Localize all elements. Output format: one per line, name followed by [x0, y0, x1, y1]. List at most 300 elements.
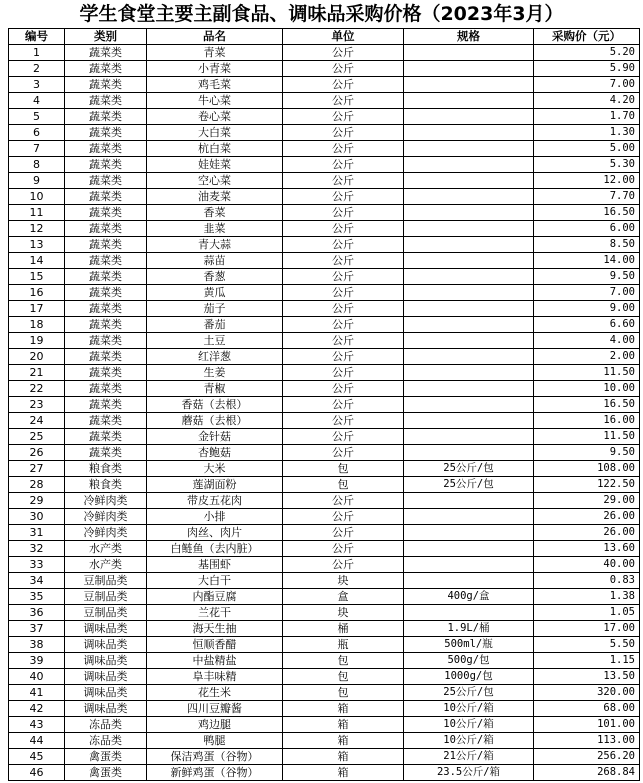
cell-price: 1.30	[534, 125, 640, 141]
cell-no: 34	[9, 573, 65, 589]
cell-no: 17	[9, 301, 65, 317]
cell-name: 卷心菜	[147, 109, 283, 125]
cell-price: 29.00	[534, 493, 640, 509]
cell-unit: 公斤	[283, 525, 404, 541]
cell-price: 108.00	[534, 461, 640, 477]
cell-spec: 10公斤/箱	[404, 717, 534, 733]
table-row	[9, 509, 640, 525]
cell-price: 26.00	[534, 509, 640, 525]
cell-name: 黄瓜	[147, 285, 283, 301]
table-row	[9, 45, 640, 61]
cell-spec	[404, 605, 534, 621]
cell-unit: 公斤	[283, 205, 404, 221]
cell-category: 调味品类	[65, 685, 147, 701]
cell-price: 8.50	[534, 237, 640, 253]
cell-name: 空心菜	[147, 173, 283, 189]
table-row	[9, 541, 640, 557]
cell-category: 禽蛋类	[65, 765, 147, 781]
cell-name: 大米	[147, 461, 283, 477]
cell-name: 肉丝、肉片	[147, 525, 283, 541]
table-row	[9, 125, 640, 141]
cell-unit: 公斤	[283, 221, 404, 237]
cell-spec: 10公斤/箱	[404, 701, 534, 717]
cell-no: 28	[9, 477, 65, 493]
cell-no: 15	[9, 269, 65, 285]
cell-name: 牛心菜	[147, 93, 283, 109]
sheet-title: 学生食堂主要主副食品、调味品采购价格（2023年3月）	[79, 3, 564, 25]
cell-spec: 21公斤/箱	[404, 749, 534, 765]
table-row	[9, 701, 640, 717]
header-category: 类别	[65, 29, 147, 45]
cell-price: 10.00	[534, 381, 640, 397]
cell-name: 大白菜	[147, 125, 283, 141]
cell-spec	[404, 333, 534, 349]
cell-name: 四川豆瓣酱	[147, 701, 283, 717]
table-row	[9, 589, 640, 605]
cell-unit: 公斤	[283, 157, 404, 173]
cell-name: 带皮五花肉	[147, 493, 283, 509]
cell-spec	[404, 221, 534, 237]
cell-category: 蔬菜类	[65, 93, 147, 109]
cell-spec	[404, 109, 534, 125]
cell-category: 蔬菜类	[65, 413, 147, 429]
cell-spec	[404, 237, 534, 253]
cell-unit: 公斤	[283, 381, 404, 397]
cell-category: 蔬菜类	[65, 141, 147, 157]
cell-unit: 公斤	[283, 365, 404, 381]
cell-price: 5.00	[534, 141, 640, 157]
cell-no: 22	[9, 381, 65, 397]
cell-spec	[404, 381, 534, 397]
cell-price: 6.60	[534, 317, 640, 333]
cell-no: 40	[9, 669, 65, 685]
cell-price: 1.05	[534, 605, 640, 621]
cell-name: 兰花干	[147, 605, 283, 621]
cell-spec	[404, 77, 534, 93]
table-row	[9, 237, 640, 253]
cell-unit: 公斤	[283, 269, 404, 285]
cell-category: 蔬菜类	[65, 77, 147, 93]
cell-no: 8	[9, 157, 65, 173]
cell-category: 蔬菜类	[65, 221, 147, 237]
cell-name: 番茄	[147, 317, 283, 333]
table-row	[9, 653, 640, 669]
cell-category: 冻品类	[65, 717, 147, 733]
table-row	[9, 557, 640, 573]
cell-spec	[404, 349, 534, 365]
table-row	[9, 397, 640, 413]
cell-no: 12	[9, 221, 65, 237]
cell-no: 6	[9, 125, 65, 141]
cell-no: 30	[9, 509, 65, 525]
cell-no: 19	[9, 333, 65, 349]
cell-no: 32	[9, 541, 65, 557]
table-row	[9, 413, 640, 429]
cell-unit: 公斤	[283, 397, 404, 413]
cell-price: 7.70	[534, 189, 640, 205]
cell-spec: 500ml/瓶	[404, 637, 534, 653]
cell-unit: 公斤	[283, 333, 404, 349]
table-row	[9, 445, 640, 461]
cell-category: 蔬菜类	[65, 205, 147, 221]
cell-spec	[404, 253, 534, 269]
cell-category: 冷鲜肉类	[65, 509, 147, 525]
cell-name: 鸭腿	[147, 733, 283, 749]
cell-price: 16.00	[534, 413, 640, 429]
cell-price: 1.15	[534, 653, 640, 669]
cell-name: 生姜	[147, 365, 283, 381]
cell-category: 蔬菜类	[65, 445, 147, 461]
cell-no: 16	[9, 285, 65, 301]
cell-unit: 公斤	[283, 541, 404, 557]
cell-no: 37	[9, 621, 65, 637]
cell-no: 11	[9, 205, 65, 221]
cell-name: 基围虾	[147, 557, 283, 573]
cell-category: 蔬菜类	[65, 45, 147, 61]
cell-price: 256.20	[534, 749, 640, 765]
cell-price: 5.30	[534, 157, 640, 173]
cell-no: 43	[9, 717, 65, 733]
cell-no: 45	[9, 749, 65, 765]
cell-category: 蔬菜类	[65, 349, 147, 365]
cell-name: 红洋葱	[147, 349, 283, 365]
cell-no: 44	[9, 733, 65, 749]
cell-name: 青菜	[147, 45, 283, 61]
cell-price: 7.00	[534, 285, 640, 301]
cell-spec	[404, 285, 534, 301]
cell-spec: 25公斤/包	[404, 685, 534, 701]
cell-price: 6.00	[534, 221, 640, 237]
cell-spec	[404, 61, 534, 77]
cell-name: 娃娃菜	[147, 157, 283, 173]
cell-price: 68.00	[534, 701, 640, 717]
cell-price: 4.20	[534, 93, 640, 109]
cell-unit: 箱	[283, 765, 404, 781]
table-row	[9, 205, 640, 221]
cell-spec: 400g/盒	[404, 589, 534, 605]
cell-name: 白鲢鱼（去内脏）	[147, 541, 283, 557]
cell-category: 冻品类	[65, 733, 147, 749]
cell-name: 韭菜	[147, 221, 283, 237]
table-row	[9, 333, 640, 349]
cell-price: 7.00	[534, 77, 640, 93]
cell-unit: 公斤	[283, 285, 404, 301]
cell-category: 蔬菜类	[65, 333, 147, 349]
cell-category: 蔬菜类	[65, 397, 147, 413]
cell-name: 茄子	[147, 301, 283, 317]
cell-name: 小青菜	[147, 61, 283, 77]
cell-spec	[404, 317, 534, 333]
cell-unit: 公斤	[283, 413, 404, 429]
cell-price: 14.00	[534, 253, 640, 269]
cell-unit: 块	[283, 605, 404, 621]
table-row	[9, 77, 640, 93]
cell-category: 蔬菜类	[65, 381, 147, 397]
cell-unit: 盒	[283, 589, 404, 605]
cell-price: 40.00	[534, 557, 640, 573]
cell-price: 5.50	[534, 637, 640, 653]
cell-category: 豆制品类	[65, 605, 147, 621]
cell-name: 新鲜鸡蛋（谷物）	[147, 765, 283, 781]
cell-unit: 公斤	[283, 557, 404, 573]
cell-spec	[404, 429, 534, 445]
cell-unit: 块	[283, 573, 404, 589]
table-row	[9, 429, 640, 445]
cell-price: 11.50	[534, 365, 640, 381]
cell-price: 9.50	[534, 269, 640, 285]
cell-price: 113.00	[534, 733, 640, 749]
cell-price: 1.38	[534, 589, 640, 605]
cell-unit: 包	[283, 477, 404, 493]
cell-no: 4	[9, 93, 65, 109]
cell-name: 小排	[147, 509, 283, 525]
table-row	[9, 477, 640, 493]
cell-unit: 公斤	[283, 109, 404, 125]
cell-unit: 箱	[283, 749, 404, 765]
cell-category: 蔬菜类	[65, 253, 147, 269]
cell-category: 蔬菜类	[65, 61, 147, 77]
cell-spec	[404, 557, 534, 573]
cell-category: 蔬菜类	[65, 157, 147, 173]
cell-spec	[404, 397, 534, 413]
cell-price: 320.00	[534, 685, 640, 701]
cell-unit: 箱	[283, 733, 404, 749]
cell-no: 9	[9, 173, 65, 189]
header-price: 采购价（元）	[534, 29, 640, 45]
table-row	[9, 253, 640, 269]
cell-unit: 公斤	[283, 141, 404, 157]
table-row	[9, 285, 640, 301]
cell-name: 花生米	[147, 685, 283, 701]
cell-spec: 25公斤/包	[404, 461, 534, 477]
cell-price: 9.50	[534, 445, 640, 461]
cell-price: 0.83	[534, 573, 640, 589]
cell-name: 海天生抽	[147, 621, 283, 637]
cell-name: 杏鲍菇	[147, 445, 283, 461]
cell-unit: 公斤	[283, 237, 404, 253]
cell-unit: 公斤	[283, 301, 404, 317]
cell-category: 蔬菜类	[65, 285, 147, 301]
cell-name: 内酯豆腐	[147, 589, 283, 605]
cell-no: 14	[9, 253, 65, 269]
cell-name: 恒顺香醋	[147, 637, 283, 653]
cell-name: 蘑菇（去根）	[147, 413, 283, 429]
cell-category: 调味品类	[65, 653, 147, 669]
cell-category: 蔬菜类	[65, 237, 147, 253]
cell-name: 莲湖面粉	[147, 477, 283, 493]
table-row	[9, 605, 640, 621]
cell-no: 36	[9, 605, 65, 621]
cell-unit: 公斤	[283, 77, 404, 93]
table-row	[9, 189, 640, 205]
cell-category: 蔬菜类	[65, 109, 147, 125]
cell-spec	[404, 269, 534, 285]
cell-spec	[404, 301, 534, 317]
cell-category: 蔬菜类	[65, 365, 147, 381]
cell-name: 金针菇	[147, 429, 283, 445]
cell-category: 粮食类	[65, 461, 147, 477]
cell-price: 2.00	[534, 349, 640, 365]
cell-spec	[404, 141, 534, 157]
table-row	[9, 61, 640, 77]
cell-spec: 1000g/包	[404, 669, 534, 685]
cell-unit: 公斤	[283, 429, 404, 445]
table-row	[9, 381, 640, 397]
cell-category: 冷鲜肉类	[65, 493, 147, 509]
cell-spec	[404, 125, 534, 141]
cell-no: 29	[9, 493, 65, 509]
table-row	[9, 621, 640, 637]
cell-spec	[404, 525, 534, 541]
cell-unit: 箱	[283, 717, 404, 733]
cell-no: 3	[9, 77, 65, 93]
cell-category: 粮食类	[65, 477, 147, 493]
cell-price: 13.60	[534, 541, 640, 557]
table-row	[9, 349, 640, 365]
cell-unit: 公斤	[283, 93, 404, 109]
cell-price: 16.50	[534, 397, 640, 413]
table-row	[9, 317, 640, 333]
cell-no: 26	[9, 445, 65, 461]
cell-unit: 公斤	[283, 173, 404, 189]
cell-name: 鸡边腿	[147, 717, 283, 733]
header-spec: 规格	[404, 29, 534, 45]
table-row	[9, 141, 640, 157]
cell-price: 268.84	[534, 765, 640, 781]
cell-unit: 公斤	[283, 349, 404, 365]
cell-spec: 1.9L/桶	[404, 621, 534, 637]
cell-no: 21	[9, 365, 65, 381]
cell-no: 23	[9, 397, 65, 413]
cell-category: 调味品类	[65, 701, 147, 717]
cell-price: 5.90	[534, 61, 640, 77]
cell-name: 大白干	[147, 573, 283, 589]
table-body	[9, 45, 640, 781]
cell-spec	[404, 413, 534, 429]
cell-category: 蔬菜类	[65, 429, 147, 445]
cell-no: 46	[9, 765, 65, 781]
cell-unit: 包	[283, 461, 404, 477]
cell-spec	[404, 173, 534, 189]
cell-unit: 包	[283, 653, 404, 669]
cell-price: 5.20	[534, 45, 640, 61]
cell-unit: 公斤	[283, 317, 404, 333]
cell-name: 香葱	[147, 269, 283, 285]
cell-no: 24	[9, 413, 65, 429]
cell-price: 26.00	[534, 525, 640, 541]
table-row	[9, 173, 640, 189]
table-row	[9, 733, 640, 749]
cell-no: 38	[9, 637, 65, 653]
table-row	[9, 365, 640, 381]
cell-category: 蔬菜类	[65, 125, 147, 141]
cell-no: 33	[9, 557, 65, 573]
cell-spec	[404, 365, 534, 381]
table-row	[9, 461, 640, 477]
cell-name: 青大蒜	[147, 237, 283, 253]
cell-unit: 公斤	[283, 445, 404, 461]
cell-price: 9.00	[534, 301, 640, 317]
cell-no: 35	[9, 589, 65, 605]
cell-no: 20	[9, 349, 65, 365]
cell-no: 25	[9, 429, 65, 445]
cell-spec: 25公斤/包	[404, 477, 534, 493]
cell-price: 12.00	[534, 173, 640, 189]
cell-category: 调味品类	[65, 637, 147, 653]
cell-unit: 公斤	[283, 493, 404, 509]
cell-name: 阜丰味精	[147, 669, 283, 685]
cell-category: 调味品类	[65, 621, 147, 637]
cell-unit: 包	[283, 669, 404, 685]
table-row	[9, 749, 640, 765]
cell-no: 18	[9, 317, 65, 333]
cell-no: 41	[9, 685, 65, 701]
cell-spec: 500g/包	[404, 653, 534, 669]
table-row	[9, 109, 640, 125]
cell-price: 122.50	[534, 477, 640, 493]
cell-spec: 23.5公斤/箱	[404, 765, 534, 781]
cell-spec	[404, 205, 534, 221]
cell-name: 油麦菜	[147, 189, 283, 205]
cell-spec	[404, 93, 534, 109]
header-unit: 单位	[283, 29, 404, 45]
cell-name: 蒜苗	[147, 253, 283, 269]
cell-category: 水产类	[65, 541, 147, 557]
cell-category: 蔬菜类	[65, 173, 147, 189]
cell-category: 冷鲜肉类	[65, 525, 147, 541]
cell-unit: 包	[283, 685, 404, 701]
table-row	[9, 221, 640, 237]
cell-price: 1.70	[534, 109, 640, 125]
table-row	[9, 301, 640, 317]
cell-spec	[404, 509, 534, 525]
cell-price: 16.50	[534, 205, 640, 221]
cell-name: 土豆	[147, 333, 283, 349]
cell-name: 中盐精盐	[147, 653, 283, 669]
header-name: 品名	[147, 29, 283, 45]
cell-spec	[404, 493, 534, 509]
cell-spec	[404, 45, 534, 61]
cell-spec: 10公斤/箱	[404, 733, 534, 749]
cell-price: 17.00	[534, 621, 640, 637]
cell-name: 香菇（去根）	[147, 397, 283, 413]
cell-unit: 公斤	[283, 253, 404, 269]
header-row	[9, 29, 640, 45]
cell-unit: 瓶	[283, 637, 404, 653]
cell-no: 31	[9, 525, 65, 541]
cell-name: 香菜	[147, 205, 283, 221]
cell-category: 调味品类	[65, 669, 147, 685]
cell-category: 蔬菜类	[65, 317, 147, 333]
price-table	[8, 28, 640, 781]
table-row	[9, 685, 640, 701]
cell-name: 青椒	[147, 381, 283, 397]
cell-spec	[404, 445, 534, 461]
cell-spec	[404, 541, 534, 557]
table-row	[9, 717, 640, 733]
cell-category: 豆制品类	[65, 589, 147, 605]
cell-unit: 箱	[283, 701, 404, 717]
cell-no: 27	[9, 461, 65, 477]
table-row	[9, 525, 640, 541]
table-row	[9, 669, 640, 685]
table-row	[9, 269, 640, 285]
cell-no: 13	[9, 237, 65, 253]
cell-price: 11.50	[534, 429, 640, 445]
cell-price: 101.00	[534, 717, 640, 733]
table-row	[9, 637, 640, 653]
cell-unit: 公斤	[283, 45, 404, 61]
